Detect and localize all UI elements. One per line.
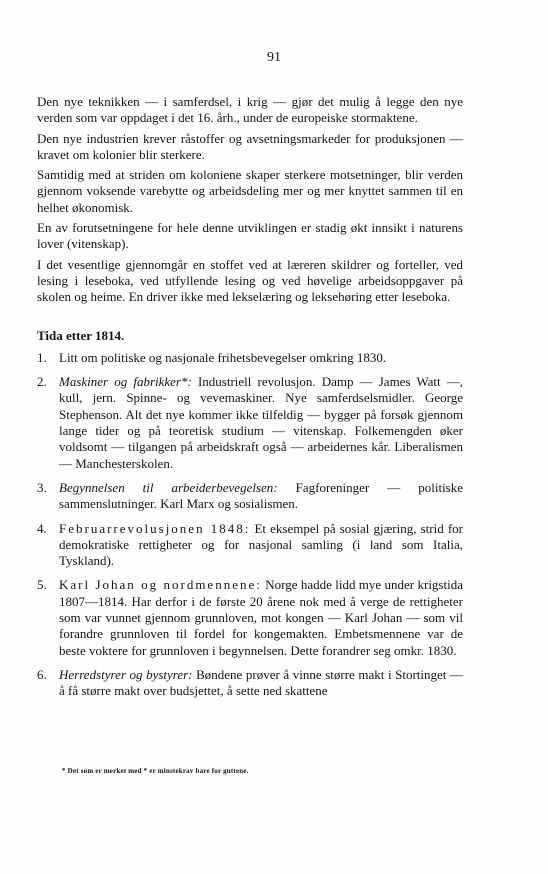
- item-title: Maskiner og fabrikker*:: [59, 374, 192, 390]
- item-title: Begynnelsen til arbeiderbevegelsen:: [59, 479, 278, 495]
- item-body: [59, 350, 463, 366]
- item-number: 2.: [37, 374, 47, 390]
- item-number: 5.: [37, 577, 47, 593]
- item-title: Herredstyrer og bystyrer:: [59, 666, 193, 682]
- item-text: Et eksempel på sosial gjæring, strid for demokratiske rettigheter og for nasjonal samling (i land som Italia, Tyskland).: [59, 520, 463, 569]
- item-number: 4.: [37, 520, 47, 536]
- item-text: Norge hadde lidd mye under krigstida 1807—1814. Har derfor i de første 20 årene nok med å verge de rettigheter som var vunnet gjennom grunnloven, mot kongen — Karl Johan — som vil forandre grunnloven til fordel for kongemakten. Embetsmennene var de beste voktere for grunnloven i begynnelsen. Dette forandrer seg omkr. 1830.: [59, 577, 463, 658]
- item-text: Bøndene prøver å vinne større makt i Stortinget — å få større makt over budsjettet, å sette ned skattene: [59, 666, 463, 699]
- list-item: [37, 350, 463, 366]
- paragraph: Samtidig med at striden om koloniene skaper sterkere motsetninger, blir verden gjennom voksende varebytte og arbeidsdeling mer og mer knyttet sammen til en helhet økonomisk.: [37, 167, 463, 215]
- item-title: Karl Johan og nordmennene:: [59, 577, 262, 593]
- item-number: 3.: [37, 479, 47, 495]
- item-text: Fagforeninger — politiske sammenslutninger. Karl Marx og sosialismen.: [59, 479, 463, 512]
- paragraph: Den nye industrien krever råstoffer og avsetningsmarkeder for produksjonen — kravet om kolonier blir sterkere.: [37, 130, 463, 162]
- item-number: 1.: [37, 349, 47, 365]
- page-text: [37, 94, 463, 708]
- page-number: 91: [267, 50, 281, 65]
- item-text: Industriell revolusjon. Damp — James Watt —, kull, jern. Spinne- og vevemaskiner. Nye samferdselsmidler. George Stephenson. Alt det nye kommer ikke tilfeldig — bygger på forsøk gjennom lange tider og på teoretisk studium — vitenskap. Folkemengden øker voldsomt — tilgangen på arbeidskraft også — arbeidernes kår. Liberalismen — Manchesterskolen.: [59, 374, 463, 471]
- item-number: 6.: [37, 666, 47, 682]
- list-item: [37, 577, 463, 658]
- paragraph: En av forutsetningene for hele denne utviklingen er stadig økt innsikt i naturens lover (vitenskap).: [37, 220, 463, 252]
- item-body: [59, 667, 463, 700]
- footnote: * Det som er merket med * er minstekrav bare for guttene.: [62, 767, 249, 775]
- item-body: [59, 480, 463, 513]
- list-item: [37, 521, 463, 570]
- paragraph: I det vesentlige gjennomgår en stoffet ved at læreren skildrer og forteller, ved lesing i leseboka, ved utfyllende lesing og ved høvelige arbeidsoppgaver på skolen og heime. En driver ikke med lekselæring og leksehøring etter leseboka.: [37, 256, 463, 305]
- item-body: [59, 577, 463, 658]
- list-item: [37, 374, 463, 472]
- list-item: [37, 480, 463, 513]
- item-title: Februarrevolusjonen 1848:: [59, 520, 251, 536]
- numbered-list: [37, 350, 463, 700]
- item-text: Litt om politiske og nasjonale frihetsbevegelser omkring 1830.: [59, 349, 387, 365]
- section-heading: Tida etter 1814.: [37, 327, 125, 343]
- item-body: [59, 521, 463, 570]
- item-body: [59, 374, 463, 472]
- list-item: [37, 667, 463, 700]
- paragraph: Den nye teknikken — i samferdsel, i krig — gjør det mulig å legge den nye verden som var oppdaget i det 16. årh., under de europeiske stormaktene.: [37, 94, 463, 126]
